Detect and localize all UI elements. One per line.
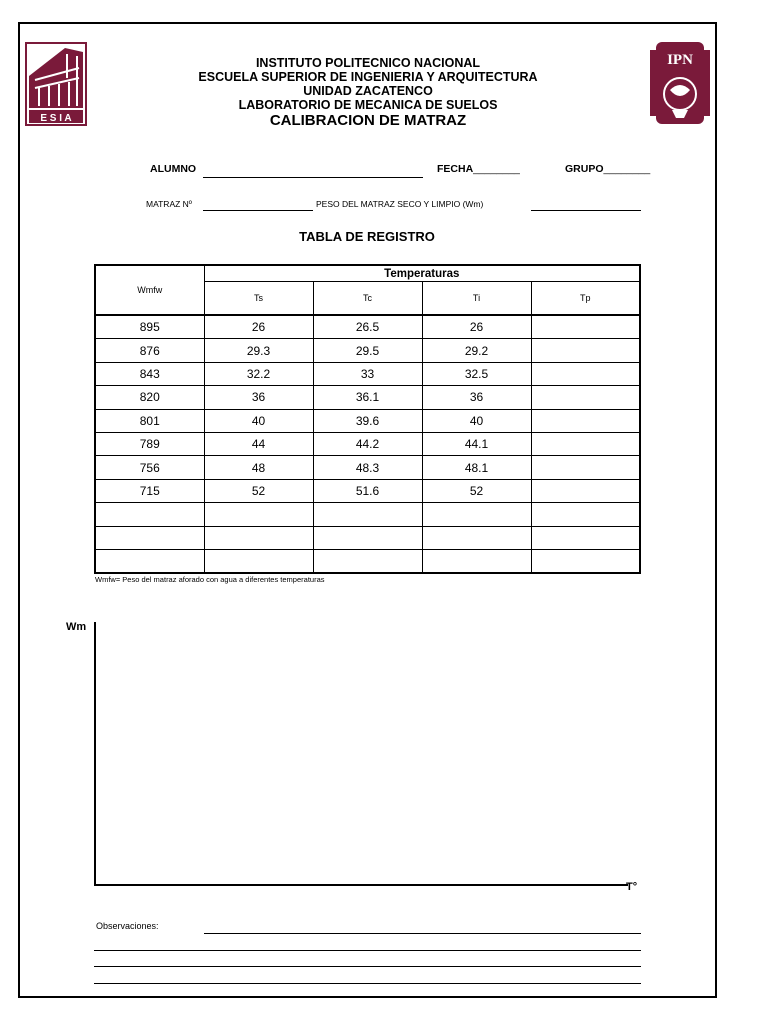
table-cell[interactable]: 895: [95, 315, 204, 339]
table-cell[interactable]: [95, 526, 204, 549]
table-cell[interactable]: [422, 549, 531, 573]
chart-y-label: Wm: [66, 621, 87, 633]
temperaturas-header: Temperaturas: [204, 265, 640, 282]
table-cell[interactable]: 32.5: [422, 362, 531, 385]
institution-name: INSTITUTO POLITECNICO NACIONAL: [255, 56, 481, 70]
table-cell[interactable]: [531, 432, 640, 455]
ipn-logo-text: IPN: [667, 52, 693, 68]
table-row: [95, 339, 640, 362]
table-cell[interactable]: 51.6: [313, 479, 422, 502]
alumno-label: ALUMNO: [150, 163, 197, 175]
peso-label: PESO DEL MATRAZ SECO Y LIMPIO (Wm): [316, 199, 484, 209]
table-cell[interactable]: [313, 526, 422, 549]
table-cell[interactable]: 26.5: [313, 315, 422, 339]
table-cell[interactable]: 40: [422, 409, 531, 432]
tp-header: Tp: [531, 282, 640, 316]
table-row: [95, 479, 640, 502]
registro-table: [94, 264, 641, 574]
table-cell[interactable]: 52: [422, 479, 531, 502]
table-cell[interactable]: [422, 503, 531, 526]
table-cell[interactable]: 801: [95, 409, 204, 432]
table-cell[interactable]: 876: [95, 339, 204, 362]
table-cell[interactable]: [531, 362, 640, 385]
table-row: [95, 409, 640, 432]
table-row: [95, 503, 640, 526]
table-cell[interactable]: 36: [422, 386, 531, 409]
ipn-logo: [648, 40, 712, 126]
table-row: [95, 315, 640, 339]
table-cell[interactable]: [531, 479, 640, 502]
table-cell[interactable]: 33: [313, 362, 422, 385]
observaciones-label: Observaciones:: [96, 921, 159, 931]
table-cell[interactable]: [204, 503, 313, 526]
table-cell[interactable]: [313, 549, 422, 573]
observaciones-line-4[interactable]: [94, 983, 641, 984]
table-cell[interactable]: [531, 503, 640, 526]
table-row: [95, 549, 640, 573]
matraz-field[interactable]: [203, 210, 313, 211]
document-header: [150, 56, 586, 130]
table-cell[interactable]: 39.6: [313, 409, 422, 432]
table-cell[interactable]: 26: [204, 315, 313, 339]
table-row: [95, 362, 640, 385]
table-cell[interactable]: [422, 526, 531, 549]
table-row: [95, 456, 640, 479]
table-cell[interactable]: 36: [204, 386, 313, 409]
table-cell[interactable]: 820: [95, 386, 204, 409]
document-title: CALIBRACION DE MATRAZ: [269, 112, 467, 129]
matraz-label: MATRAZ Nº: [146, 199, 192, 209]
table-cell[interactable]: [95, 549, 204, 573]
table-cell[interactable]: 44: [204, 432, 313, 455]
table-cell[interactable]: [531, 339, 640, 362]
table-cell[interactable]: [95, 503, 204, 526]
observaciones-line-2[interactable]: [94, 950, 641, 951]
table-cell[interactable]: 48.1: [422, 456, 531, 479]
table-note: Wmfw= Peso del matraz aforado con agua a diferentes temperaturas: [95, 575, 325, 584]
table-cell[interactable]: 52: [204, 479, 313, 502]
table-cell[interactable]: 715: [95, 479, 204, 502]
esia-logo-text: E S I A: [40, 113, 72, 124]
observaciones-line-3[interactable]: [94, 966, 641, 967]
table-cell[interactable]: 36.1: [313, 386, 422, 409]
tc-header: Tc: [313, 282, 422, 316]
alumno-field[interactable]: [203, 177, 423, 178]
table-cell[interactable]: [531, 409, 640, 432]
table-cell[interactable]: 756: [95, 456, 204, 479]
table-cell[interactable]: 29.3: [204, 339, 313, 362]
table-title: TABLA DE REGISTRO: [299, 229, 435, 244]
chart-x-axis: [94, 884, 628, 886]
table-cell[interactable]: [204, 549, 313, 573]
table-cell[interactable]: 40: [204, 409, 313, 432]
table-cell[interactable]: 843: [95, 362, 204, 385]
fecha-label: [437, 163, 520, 175]
table-row: [95, 386, 640, 409]
table-cell[interactable]: [531, 456, 640, 479]
chart-x-label: T°: [626, 881, 638, 893]
laboratory-name: LABORATORIO DE MECANICA DE SUELOS: [238, 98, 498, 112]
chart-y-axis: [94, 622, 96, 885]
table-cell[interactable]: 26: [422, 315, 531, 339]
ts-header: Ts: [204, 282, 313, 316]
table-cell[interactable]: [531, 549, 640, 573]
table-row: [95, 432, 640, 455]
table-cell[interactable]: 44.2: [313, 432, 422, 455]
table-cell[interactable]: 44.1: [422, 432, 531, 455]
table-cell[interactable]: [531, 526, 640, 549]
table-cell[interactable]: 32.2: [204, 362, 313, 385]
observaciones-line-1[interactable]: [204, 933, 641, 934]
grupo-label-text: GRUPO: [565, 163, 604, 175]
table-cell[interactable]: 29.2: [422, 339, 531, 362]
table-cell[interactable]: [313, 503, 422, 526]
school-name: ESCUELA SUPERIOR DE INGENIERIA Y ARQUITECTURA: [198, 70, 538, 84]
grupo-label: [565, 163, 650, 175]
ti-header: Ti: [422, 282, 531, 316]
peso-field[interactable]: [531, 210, 641, 211]
table-cell[interactable]: 48: [204, 456, 313, 479]
table-row: [95, 526, 640, 549]
table-cell[interactable]: 789: [95, 432, 204, 455]
fecha-field[interactable]: ________: [473, 163, 520, 175]
esia-logo: [25, 42, 87, 126]
campus-name: UNIDAD ZACATENCO: [303, 84, 433, 98]
table-cell[interactable]: 29.5: [313, 339, 422, 362]
grupo-field[interactable]: ________: [603, 163, 651, 175]
wmfw-header: Wmfw: [95, 265, 204, 315]
table-cell[interactable]: [204, 526, 313, 549]
table-cell[interactable]: 48.3: [313, 456, 422, 479]
table-cell[interactable]: [531, 315, 640, 339]
table-cell[interactable]: [531, 386, 640, 409]
fecha-label-text: FECHA: [437, 163, 474, 175]
